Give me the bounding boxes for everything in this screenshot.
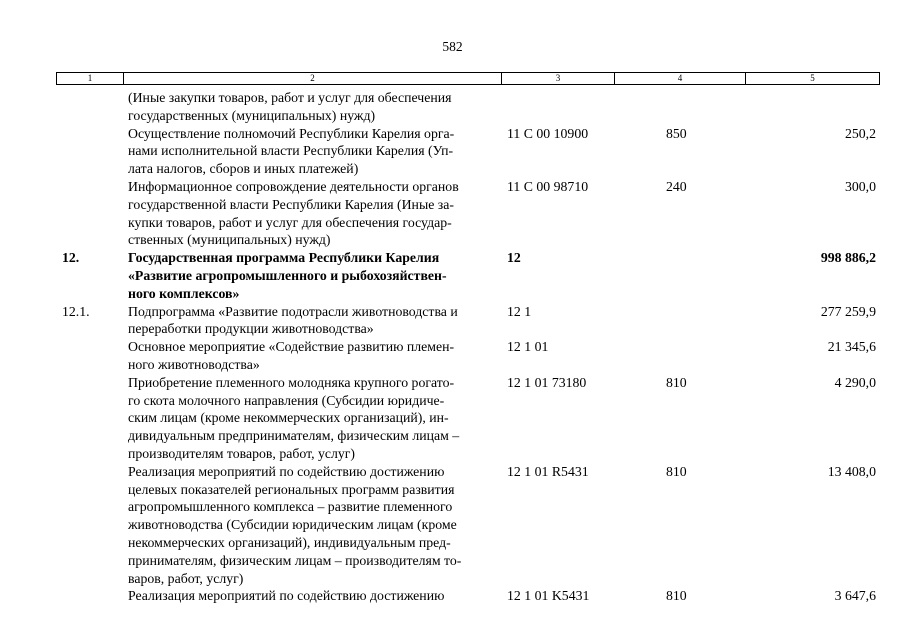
table-row [0, 125, 905, 178]
row-sum: 13 408,0 [827, 463, 876, 479]
row-sum: 277 259,9 [820, 303, 876, 319]
row-sum: 250,2 [844, 125, 876, 141]
row-code: 12 1 [507, 303, 532, 319]
row-name-line: купки товаров, работ и услуг для обеспечения государ- [128, 214, 452, 230]
table-row [0, 249, 905, 302]
row-code: 12 [507, 250, 521, 266]
row-name-line: государственных (муниципальных) нужд) [128, 107, 376, 123]
row-name-line: переработки продукции животноводства» [128, 321, 374, 337]
row-name-line: лата налогов, сборов и иных платежей) [128, 161, 359, 177]
table-row [0, 587, 905, 605]
row-name-line: Приобретение племенного молодняка крупного рогато- [128, 374, 455, 390]
row-name-line: животноводства (Субсидии юридическим лицам (кроме [128, 517, 457, 533]
row-name-line: целевых показателей региональных программ развития [128, 481, 455, 497]
row-name-line: Реализация мероприятий по содействию достижению [128, 463, 445, 479]
table-row [0, 178, 905, 249]
table-body [0, 89, 905, 605]
header-col-2: 2 [124, 73, 502, 84]
row-name-line: Реализация мероприятий по содействию достижению [128, 588, 445, 604]
row-name [128, 338, 500, 374]
page-number: 582 [442, 39, 463, 54]
row-name [128, 249, 500, 302]
row-name-line: некоммерческих организаций), индивидуальным пред- [128, 534, 451, 550]
row-name-line: Осуществление полномочий Республики Карелия орга- [128, 125, 455, 141]
row-sum: 3 647,6 [834, 588, 876, 604]
row-name-line: нами исполнительной власти Республики Карелия (Уп- [128, 143, 454, 159]
table-row [0, 374, 905, 463]
table-header [56, 72, 880, 85]
row-name-line: го скота молочного направления (Субсидии юридиче- [128, 392, 445, 408]
table-row [0, 338, 905, 374]
row-name-line: агропромышленного комплекса – развитие племенного [128, 499, 453, 515]
row-name [128, 89, 500, 125]
row-name-line: варов, работ, услуг) [128, 570, 244, 586]
row-number: 12.1. [62, 303, 90, 319]
row-name-line: Основное мероприятие «Содействие развитию племен- [128, 339, 455, 355]
row-name-line: ственных (муниципальных) нужд) [128, 232, 331, 248]
row-name-line: ного животноводства» [128, 356, 260, 372]
header-col-4: 4 [615, 73, 746, 84]
row-name-line: ским лицам (кроме некоммерческих организаций), ин- [128, 410, 449, 426]
row-name-line: дивидуальным предпринимателям, физическим лицам – [128, 428, 460, 444]
row-name-line: ного комплексов» [128, 285, 240, 301]
row-name [128, 587, 500, 605]
row-name-line: (Иные закупки товаров, работ и услуг для обеспечения [128, 90, 452, 105]
row-code: 11 С 00 10900 [507, 125, 589, 141]
row-sum: 21 345,6 [827, 339, 876, 355]
row-expense-type: 850 [666, 125, 687, 141]
row-sum: 300,0 [844, 178, 876, 194]
row-name-line: «Развитие агропромышленного и рыбохозяйствен- [128, 267, 447, 283]
row-name [128, 125, 500, 178]
row-name-line: Государственная программа Республики Карелия [128, 250, 440, 266]
row-expense-type: 810 [666, 588, 687, 604]
row-name [128, 374, 500, 463]
header-col-3: 3 [502, 73, 615, 84]
row-name-line: производителям товаров, работ, услуг) [128, 445, 356, 461]
row-expense-type: 240 [666, 178, 687, 194]
row-code: 12 1 01 K5431 [507, 588, 590, 604]
row-code: 12 1 01 R5431 [507, 463, 589, 479]
row-code: 12 1 01 [507, 339, 549, 355]
row-number: 12. [62, 250, 80, 266]
row-name [128, 178, 500, 249]
row-sum: 4 290,0 [834, 374, 876, 390]
header-col-1: 1 [57, 73, 124, 84]
table-row [0, 303, 905, 339]
row-name [128, 463, 500, 588]
header-col-5: 5 [810, 73, 815, 83]
row-name-line: государственной власти Республики Карелия (Иные за- [128, 196, 454, 212]
row-sum: 998 886,2 [820, 250, 876, 266]
table-row [0, 89, 905, 125]
table-row [0, 463, 905, 588]
row-expense-type: 810 [666, 463, 687, 479]
row-expense-type: 810 [666, 374, 687, 390]
row-code: 11 С 00 98710 [507, 178, 589, 194]
row-name-line: принимателям, физическим лицам – производителям то- [128, 552, 462, 568]
row-name-line: Подпрограмма «Развитие подотрасли животноводства и [128, 303, 458, 319]
row-code: 12 1 01 73180 [507, 374, 587, 390]
row-name [128, 303, 500, 339]
row-name-line: Информационное сопровождение деятельности органов [128, 178, 459, 194]
